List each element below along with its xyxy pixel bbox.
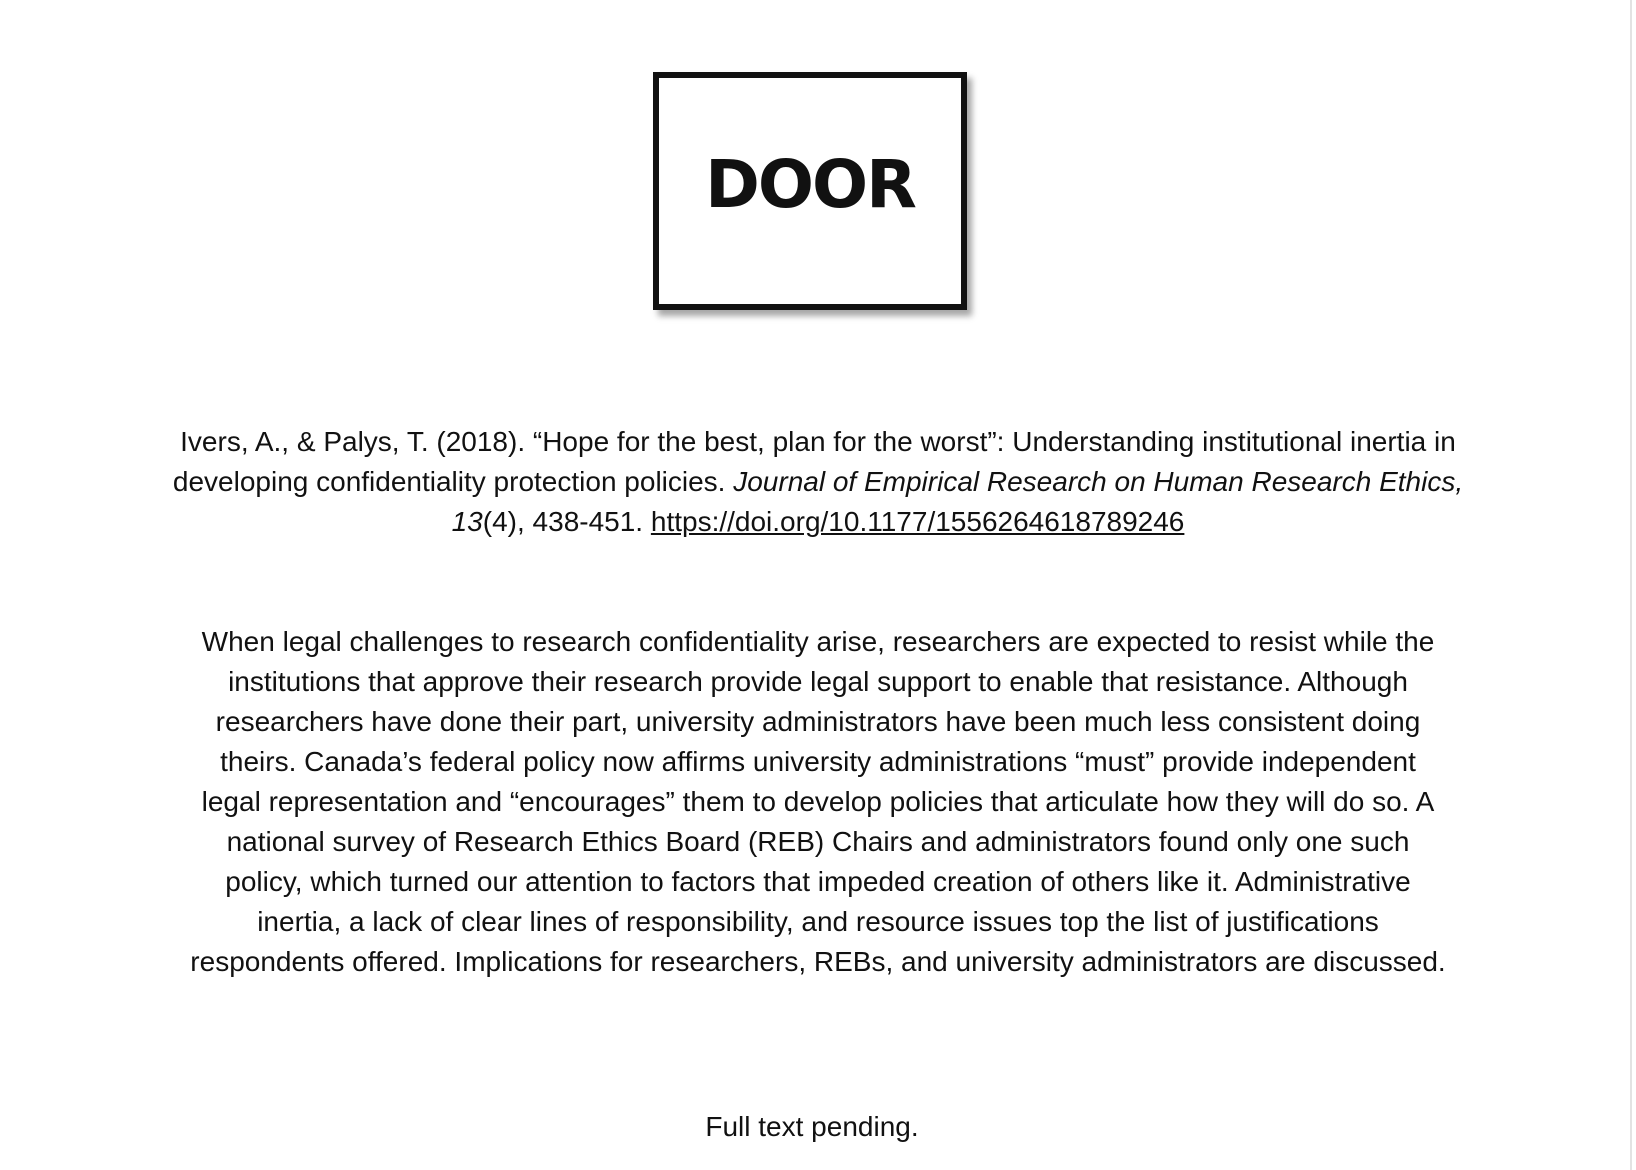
- full-text-status: Full text pending.: [705, 1111, 919, 1142]
- abstract-text: When legal challenges to research confidentiality arise, researchers are expected to resist while the institutions that approve their research provide legal support to enable that resistance. Although researchers have done their part, university administrators have been much less consistent doing theirs. Canada’s federal policy now affirms university administrations “must” provide independent legal representation and “encourages” them to develop policies that articulate how they will do so. A national survey of Research Ethics Board (REB) Chairs and administrators found only one such policy, which turned our attention to factors that impeded creation of others like it. Administrative inertia, a lack of clear lines of responsibility, and resource issues top the list of justifications respondents offered. Implications for researchers, REBs, and university administrators are discussed.: [190, 626, 1446, 977]
- citation-authors-title: Ivers, A., & Palys, T. (2018). “Hope for the best, plan for the worst”: Understanding institutional inertia in developing confidentiality protection policies.: [172, 426, 1456, 497]
- citation-issue-pages: (4), 438-451.: [482, 506, 651, 537]
- door-logo-text: DOOR: [705, 145, 915, 223]
- citation-doi-link[interactable]: https://doi.org/10.1177/1556264618789246: [650, 506, 1185, 537]
- citation-volume: 13: [451, 506, 483, 537]
- citation: [170, 422, 1466, 542]
- citation-journal: Journal of Empirical Research on Human Research Ethics: [733, 466, 1456, 497]
- page-edge-divider: [1630, 0, 1632, 1170]
- door-logo: [653, 72, 967, 310]
- citation-separator: ,: [1455, 466, 1464, 497]
